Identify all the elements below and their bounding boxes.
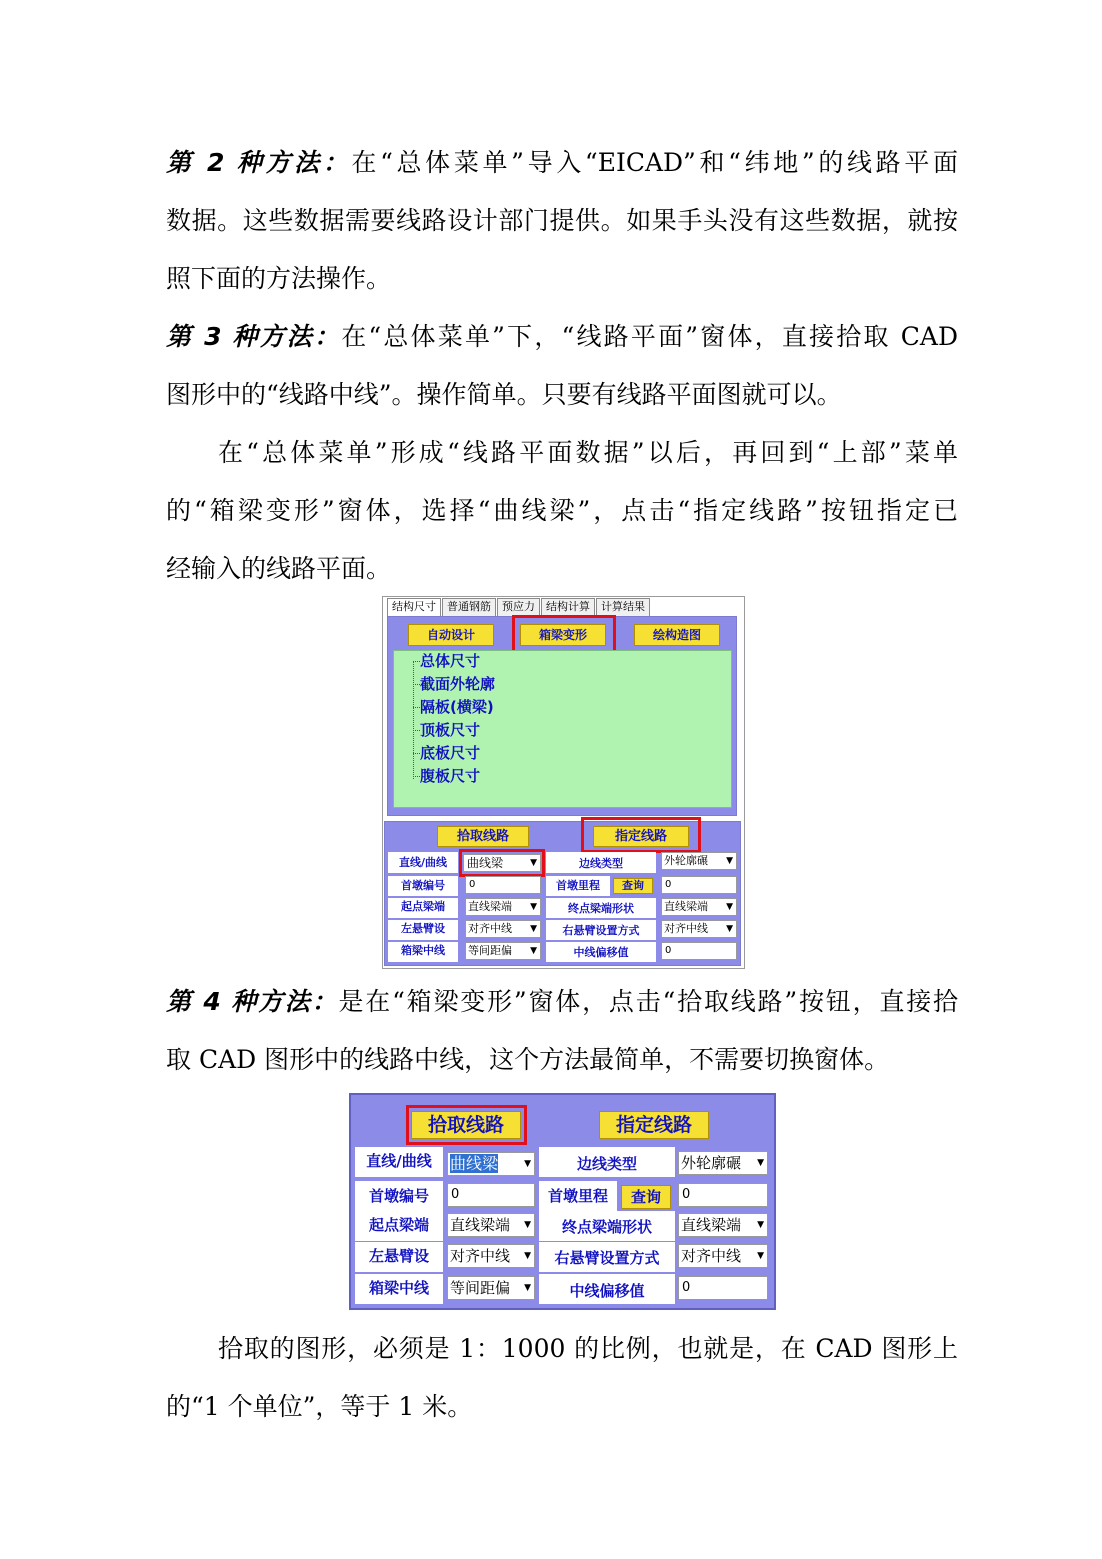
chevron-down-icon: ▼ [530, 902, 537, 912]
design-panel [387, 616, 737, 816]
tree-item[interactable]: 总体尺寸 [420, 652, 481, 670]
right-cant-select[interactable] [661, 920, 737, 938]
paragraph-method-4-line-2 [166, 1031, 958, 1089]
method-2-line-2: 数据。这些数据需要线路设计部门提供。如果手头没有这些数据，就按 [166, 206, 958, 235]
left-cant-label: 左悬臂设 [355, 1242, 443, 1272]
right-cant-value: 对齐中线 [681, 1247, 742, 1265]
pick-route-button[interactable]: 拾取线路 [437, 826, 529, 847]
chevron-down-icon: ▼ [726, 924, 733, 934]
p3-line-3: 经输入的线路平面。 [166, 554, 392, 583]
chevron-down-icon: ▼ [530, 858, 537, 868]
end-shape-label: 终点梁端形状 [539, 1211, 675, 1241]
paragraph-method-4 [166, 973, 958, 1031]
offset-label: 中线偏移值 [546, 942, 656, 962]
tree-item[interactable]: 截面外轮廓 [420, 675, 496, 693]
tree-tick [413, 707, 420, 709]
end-shape-label: 终点梁端形状 [546, 898, 656, 918]
pick-route-button[interactable]: 拾取线路 [411, 1111, 521, 1139]
edge-type-label: 边线类型 [546, 852, 656, 873]
assign-route-button[interactable]: 指定线路 [593, 826, 689, 847]
center-label: 箱梁中线 [355, 1274, 443, 1304]
p5-line-1: 拾取的图形，必须是 1：1000 的比例，也就是，在 CAD 图形上 [218, 1334, 958, 1363]
method-4-label: 第 4 种方法： [166, 987, 339, 1016]
method-2-line-3: 照下面的方法操作。 [166, 264, 392, 293]
p5-line-2: 的“1 个单位”，等于 1 米。 [166, 1392, 473, 1421]
right-cant-label: 右悬臂设置方式 [539, 1242, 675, 1272]
tree-connector [413, 661, 415, 779]
left-cant-label: 左悬臂设 [388, 920, 458, 940]
paragraph-method-2-line-3 [166, 250, 958, 308]
line-type-value: 曲线梁 [450, 1154, 499, 1173]
p3-line-1: 在“总体菜单”形成“线路平面数据”以后，再回到“上部”菜单 [218, 438, 958, 467]
pier-mileage-label: 首墩里程 [546, 876, 610, 896]
edge-type-label: 边线类型 [539, 1147, 675, 1177]
chevron-down-icon: ▼ [530, 946, 537, 956]
method-3-line-1: 在“总体菜单”下，“线路平面”窗体，直接拾取 CAD [341, 322, 958, 351]
chevron-down-icon: ▼ [524, 1283, 531, 1293]
right-cant-value: 对齐中线 [664, 922, 708, 935]
p3-line-2: 的“箱梁变形”窗体，选择“曲线梁”，点击“指定线路”按钮指定已 [166, 496, 958, 525]
center-value: 等间距偏 [450, 1279, 511, 1297]
paragraph-3-line-1 [166, 424, 958, 482]
end-shape-value: 直线梁端 [681, 1216, 742, 1234]
box-deform-button[interactable]: 箱梁变形 [520, 624, 606, 646]
pier-no-label: 首墩编号 [355, 1181, 443, 1211]
chevron-down-icon: ▼ [530, 924, 537, 934]
size-tree [393, 650, 732, 808]
start-end-label: 起点梁端 [388, 898, 458, 918]
paragraph-method-2 [166, 134, 958, 192]
method-2-label: 第 2 种方法： [166, 148, 352, 177]
box-girder-window-screenshot [382, 596, 745, 969]
chevron-down-icon: ▼ [757, 1158, 764, 1168]
right-cant-label: 右悬臂设置方式 [546, 920, 656, 940]
paragraph-5-line-1 [166, 1320, 958, 1378]
chevron-down-icon: ▼ [726, 856, 733, 866]
highlight-pick-route [406, 1105, 527, 1145]
paragraph-method-3 [166, 308, 958, 366]
offset-input[interactable]: 0 [661, 942, 737, 960]
start-end-label: 起点梁端 [355, 1211, 443, 1241]
tree-item[interactable]: 顶板尺寸 [420, 721, 481, 739]
paragraph-method-3-line-2 [166, 366, 958, 424]
paragraph-method-2-line-2 [166, 192, 958, 250]
edge-type-select[interactable] [661, 852, 737, 870]
offset-label: 中线偏移值 [539, 1274, 675, 1304]
tab-bar [387, 598, 651, 616]
line-type-select[interactable] [447, 1152, 535, 1176]
edge-type-select[interactable] [678, 1151, 768, 1175]
auto-design-button[interactable]: 自动设计 [408, 624, 494, 646]
tab-prestress[interactable]: 预应力 [497, 598, 540, 616]
start-end-select[interactable] [465, 898, 541, 916]
tree-tick [413, 730, 420, 732]
chevron-down-icon: ▼ [524, 1159, 531, 1169]
route-panel [384, 821, 741, 966]
start-end-value: 直线梁端 [450, 1216, 511, 1234]
query-button[interactable]: 查询 [621, 1185, 671, 1209]
tree-item[interactable]: 隔板(横梁) [420, 698, 494, 716]
tab-structure-size[interactable]: 结构尺寸 [387, 598, 441, 618]
tree-tick [413, 776, 420, 778]
method-2-line-1: 在“总体菜单”导入“EICAD”和“纬地”的线路平面 [351, 148, 958, 177]
pier-mileage-input[interactable]: 0 [661, 876, 737, 894]
highlight-assign-route [581, 817, 701, 853]
line-type-value: 曲线梁 [467, 856, 504, 870]
chevron-down-icon: ▼ [524, 1220, 531, 1230]
draw-structure-button[interactable]: 绘构造图 [634, 624, 720, 646]
paragraph-3-line-2 [166, 482, 958, 540]
center-value: 等间距偏 [468, 944, 512, 957]
tree-tick [413, 753, 420, 755]
method-3-label: 第 3 种方法： [166, 322, 342, 351]
tab-rebar[interactable]: 普通钢筋 [442, 598, 496, 616]
tree-tick [413, 661, 420, 663]
paragraph-3-line-3 [166, 540, 958, 598]
line-type-label: 直线/曲线 [355, 1147, 443, 1177]
left-cant-select[interactable] [465, 920, 541, 938]
left-cant-value: 对齐中线 [450, 1247, 511, 1265]
method-3-line-2: 图形中的“线路中线”。操作简单。只要有线路平面图就可以。 [166, 380, 842, 409]
offset-input[interactable]: 0 [678, 1276, 768, 1300]
tree-item[interactable]: 底板尺寸 [420, 744, 481, 762]
tab-results[interactable]: 计算结果 [596, 598, 650, 616]
tab-calc[interactable]: 结构计算 [541, 598, 595, 616]
method-4-line-2: 取 CAD 图形中的线路中线，这个方法最简单，不需要切换窗体。 [166, 1045, 890, 1074]
start-end-value: 直线梁端 [468, 900, 512, 913]
chevron-down-icon: ▼ [726, 902, 733, 912]
chevron-down-icon: ▼ [524, 1251, 531, 1261]
highlight-curve-beam [459, 849, 545, 877]
end-shape-select[interactable] [678, 1213, 768, 1237]
chevron-down-icon: ▼ [757, 1220, 764, 1230]
start-end-select[interactable] [447, 1213, 535, 1237]
tree-tick [413, 684, 420, 686]
line-type-label: 直线/曲线 [388, 852, 458, 873]
edge-type-value: 外轮廓碾 [664, 854, 708, 867]
highlight-box-deform [512, 615, 616, 655]
pier-mileage-input[interactable]: 0 [678, 1183, 768, 1207]
pier-no-input[interactable]: 0 [465, 876, 541, 894]
end-shape-select[interactable] [661, 898, 737, 916]
right-cant-select[interactable] [678, 1244, 768, 1268]
route-panel-screenshot [349, 1093, 776, 1310]
pier-mileage-label: 首墩里程 [539, 1181, 617, 1211]
left-cant-value: 对齐中线 [468, 922, 512, 935]
method-4-line-1: 是在“箱梁变形”窗体，点击“拾取线路”按钮，直接拾 [338, 987, 958, 1016]
center-select[interactable] [465, 942, 541, 960]
chevron-down-icon: ▼ [757, 1251, 764, 1261]
pier-no-input[interactable]: 0 [447, 1183, 535, 1207]
center-label: 箱梁中线 [388, 942, 458, 962]
assign-route-button[interactable]: 指定线路 [599, 1111, 709, 1139]
tree-item[interactable]: 腹板尺寸 [420, 767, 481, 785]
center-select[interactable] [447, 1276, 535, 1300]
query-button[interactable]: 查询 [613, 878, 653, 894]
paragraph-5-line-2 [166, 1378, 958, 1436]
edge-type-value: 外轮廓碾 [681, 1154, 742, 1172]
left-cant-select[interactable] [447, 1244, 535, 1268]
end-shape-value: 直线梁端 [664, 900, 708, 913]
pier-no-label: 首墩编号 [388, 876, 458, 896]
